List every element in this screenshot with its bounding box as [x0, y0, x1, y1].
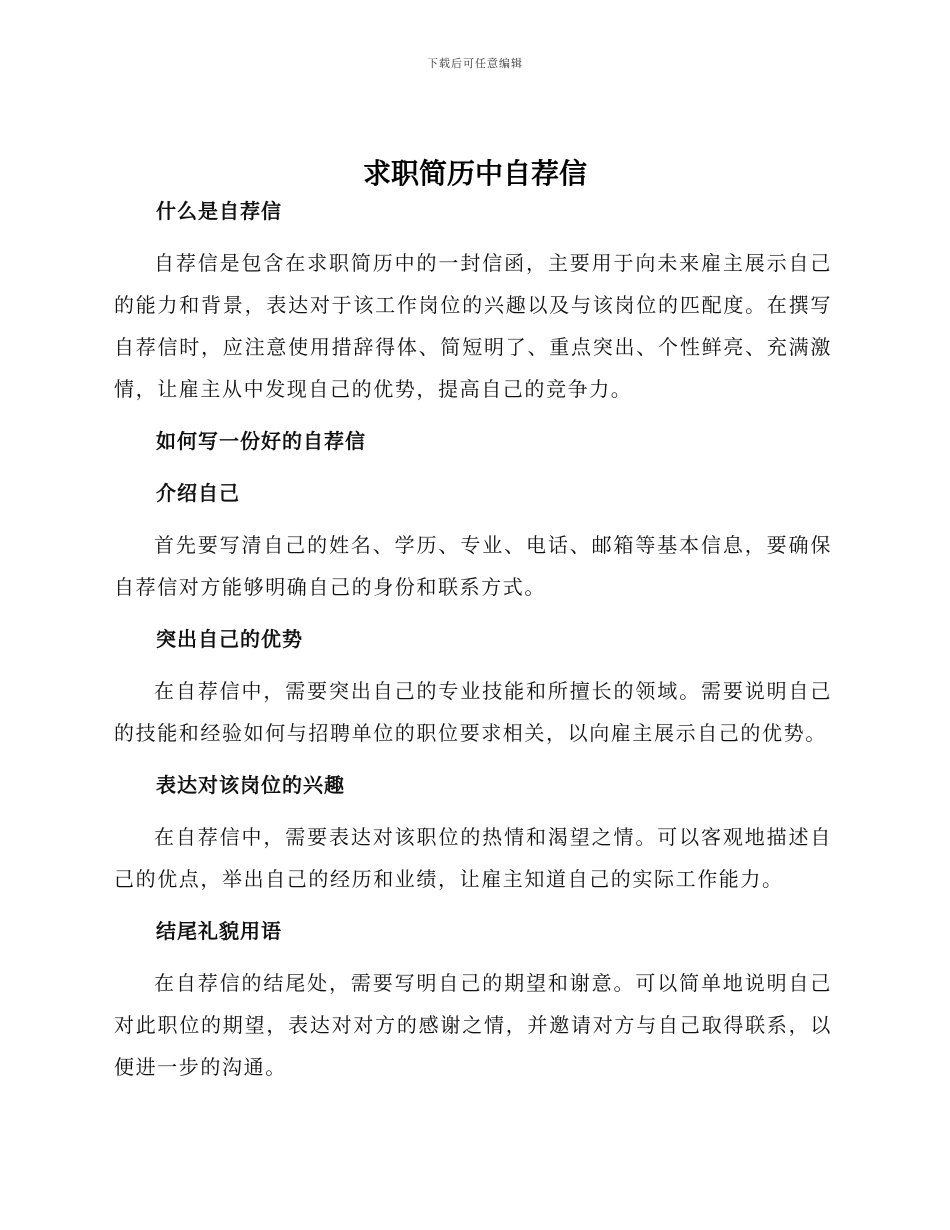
header-note: 下载后可任意编辑	[427, 57, 523, 70]
section-heading-how-to-write: 如何写一份好的自荐信	[156, 429, 366, 453]
section-paragraph-closing-courtesy: 在自荐信的结尾处，需要写明自己的期望和谢意。可以简单地说明自己对此职位的期望，表达对对方的感谢之情，并邀请对方与自己取得联系，以便进一步的沟通。	[114, 971, 832, 1079]
section-heading-closing-courtesy: 结尾礼貌用语	[156, 919, 282, 943]
section-heading-express-interest: 表达对该岗位的兴趣	[156, 773, 345, 797]
document-body	[114, 190, 832, 1088]
section-heading-introduce-yourself: 介绍自己	[156, 481, 240, 505]
section-heading-what-is: 什么是自荐信	[156, 199, 282, 223]
section-paragraph-express-interest: 在自荐信中，需要表达对该职位的热情和渴望之情。可以客观地描述自己的优点，举出自己的经历和业绩，让雇主知道自己的实际工作能力。	[114, 825, 832, 891]
section-heading-highlight-strengths: 突出自己的优势	[156, 627, 303, 651]
section-paragraph-introduce-yourself: 首先要写清自己的姓名、学历、专业、电话、邮箱等基本信息，要确保自荐信对方能够明确自己的身份和联系方式。	[114, 533, 832, 599]
document-title: 求职简历中自荐信	[362, 157, 587, 190]
section-paragraph-what-is: 自荐信是包含在求职简历中的一封信函，主要用于向未来雇主展示自己的能力和背景，表达对于该工作岗位的兴趣以及与该岗位的匹配度。在撰写自荐信时，应注意使用措辞得体、简短明了、重点突出、个性鲜亮、充满激情，让雇主从中发现自己的优势，提高自己的竞争力。	[114, 251, 832, 401]
section-paragraph-highlight-strengths: 在自荐信中，需要突出自己的专业技能和所擅长的领域。需要说明自己的技能和经验如何与招聘单位的职位要求相关，以向雇主展示自己的优势。	[114, 679, 832, 745]
